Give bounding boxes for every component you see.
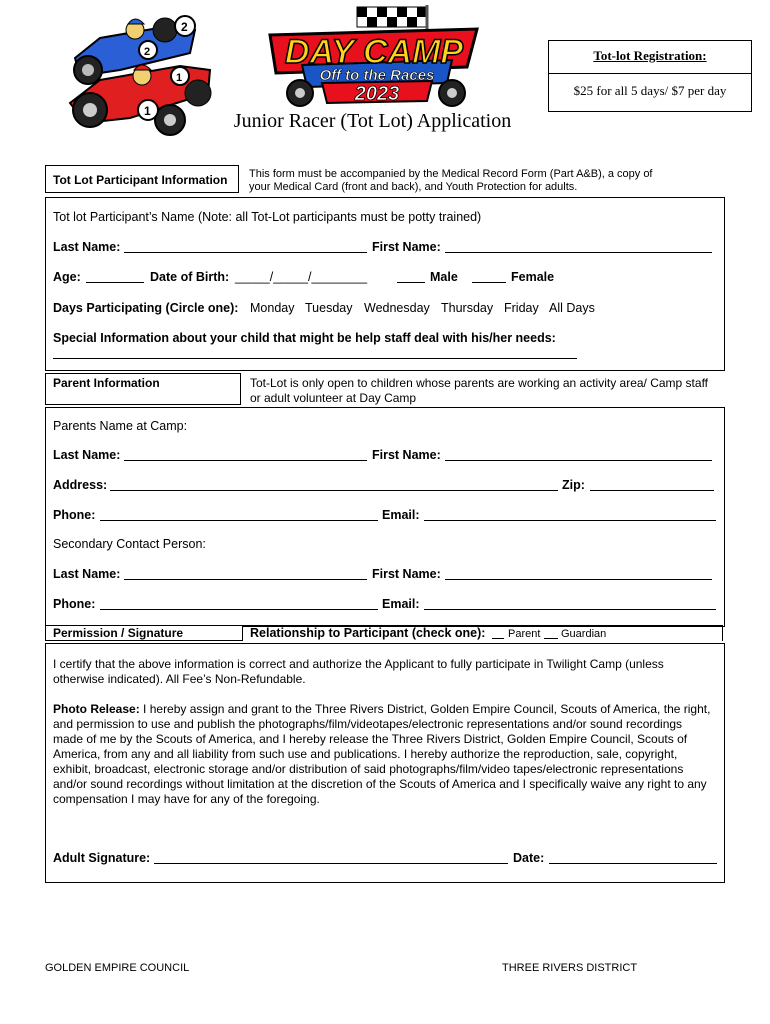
parent-last-name-label: Last Name: xyxy=(53,448,121,462)
logo-year-text: 2023 xyxy=(354,83,400,105)
registration-box xyxy=(548,40,752,112)
signature-date-line[interactable] xyxy=(549,863,717,864)
day-option-wednesday[interactable]: Wednesday xyxy=(364,301,430,315)
footer-left: GOLDEN EMPIRE COUNCIL xyxy=(45,962,190,974)
permission-section-header: Permission / Signature xyxy=(45,625,243,641)
day-option-monday[interactable]: Monday xyxy=(250,301,295,315)
secondary-last-name-label: Last Name: xyxy=(53,567,121,581)
address-line[interactable] xyxy=(110,490,558,491)
zip-label: Zip: xyxy=(562,478,585,492)
footer-right: THREE RIVERS DISTRICT xyxy=(502,962,638,974)
participant-last-name-line[interactable] xyxy=(124,252,367,253)
parent-section-note: Tot-Lot is only open to children whose parents are working an activity area/ Camp staff or adult volunteer at Day Camp xyxy=(250,376,709,405)
participant-first-name-line[interactable] xyxy=(445,252,712,253)
svg-text:1: 1 xyxy=(144,104,151,118)
registration-title: Tot-lot Registration: xyxy=(593,48,707,63)
secondary-email-label: Email: xyxy=(382,597,420,611)
svg-text:2: 2 xyxy=(144,46,151,58)
svg-text:1: 1 xyxy=(176,72,183,84)
signature-date-label: Date: xyxy=(513,851,545,865)
special-info-line[interactable] xyxy=(53,358,577,359)
secondary-phone-line[interactable] xyxy=(100,609,378,610)
participant-name-intro: Tot lot Participant’s Name (Note: all Tot-Lot participants must be potty trained) xyxy=(53,210,482,224)
parent-first-name-label: First Name: xyxy=(372,448,441,462)
day-option-tuesday[interactable]: Tuesday xyxy=(305,301,353,315)
address-label: Address: xyxy=(53,478,108,492)
guardian-option: Guardian xyxy=(561,628,607,640)
relationship-label: Relationship to Participant (check one): xyxy=(250,626,486,640)
photo-release-paragraph xyxy=(53,702,713,807)
participant-age-line[interactable] xyxy=(86,282,144,283)
guardian-check-line[interactable] xyxy=(544,638,558,639)
participant-section-header: Tot Lot Participant Information xyxy=(45,165,239,193)
secondary-phone-label: Phone: xyxy=(53,597,96,611)
participant-section-note: This form must be accompanied by the Medical Record Form (Part A&B), a copy of your Medical Card (front and back), and Youth Protection for adults. xyxy=(249,168,653,193)
svg-text:2: 2 xyxy=(181,20,188,34)
secondary-last-name-line[interactable] xyxy=(124,579,367,580)
day-option-friday[interactable]: Friday xyxy=(504,301,539,315)
day-option-all-days[interactable]: All Days xyxy=(549,301,595,315)
parent-section-header: Parent Information xyxy=(45,373,241,405)
male-check-line[interactable] xyxy=(397,282,425,283)
zip-line[interactable] xyxy=(590,490,714,491)
email-line[interactable] xyxy=(424,520,716,521)
parent-check-line[interactable] xyxy=(492,638,504,639)
phone-label: Phone: xyxy=(53,508,96,522)
registration-price: $25 for all 5 days/ $7 per day xyxy=(573,83,727,98)
adult-signature-line[interactable] xyxy=(154,863,508,864)
female-check-line[interactable] xyxy=(472,282,506,283)
phone-line[interactable] xyxy=(100,520,378,521)
parents-name-label: Parents Name at Camp: xyxy=(53,419,188,433)
special-info-label: Special Information about your child that might be help staff deal with his/her needs: xyxy=(53,331,556,345)
page-title: Junior Racer (Tot Lot) Application xyxy=(233,110,512,132)
photo-release-text: I hereby assign and grant to the Three Rivers District, Golden Empire Council, Scouts of America, the right, and permission to use and publish the photographs/film/videotapes/electronic representations and/or sound recordings made of me by the Scouts of America, and I hereby release the Three Rivers District, Golden Empire Council, Scouts of America, from any and all liability from such use and publications. I hereby authorize the reproduction, sale, copyright, exhibit, broadcast, electronic storage and/or distribution of said photographs/film/video tapes/electronic representations and/or sound recordings without limitation at the discretion of the Scouts of America and I specifically waive any right to any compensation I may have for any of the foregoing. xyxy=(53,702,711,806)
parent-option: Parent xyxy=(508,628,541,640)
day-camp-logo xyxy=(262,5,484,110)
secondary-email-line[interactable] xyxy=(424,609,716,610)
secondary-contact-label: Secondary Contact Person: xyxy=(53,537,206,551)
participant-age-label: Age: xyxy=(53,270,81,284)
male-label: Male xyxy=(430,270,458,284)
secondary-first-name-label: First Name: xyxy=(372,567,441,581)
parent-last-name-line[interactable] xyxy=(124,460,367,461)
adult-signature-label: Adult Signature: xyxy=(53,851,151,865)
parent-first-name-line[interactable] xyxy=(445,460,712,461)
photo-release-label: Photo Release: xyxy=(53,702,140,716)
participant-last-name-label: Last Name: xyxy=(53,240,121,254)
female-label: Female xyxy=(511,270,555,284)
participant-dob-blank[interactable]: _____/_____/________ xyxy=(235,270,368,284)
participant-first-name-label: First Name: xyxy=(372,240,441,254)
certify-text: I certify that the above information is correct and authorize the Applicant to fully participate in Twilight Camp (unless otherwise indicated). All Fee’s Non-Refundable. xyxy=(53,657,664,686)
logo-main-text: DAY CAMP xyxy=(284,33,464,71)
email-label: Email: xyxy=(382,508,420,522)
logo-sub-text: Off to the Races xyxy=(319,67,435,84)
participant-dob-label: Date of Birth: xyxy=(150,270,230,284)
day-option-thursday[interactable]: Thursday xyxy=(441,301,494,315)
days-label: Days Participating (Circle one): xyxy=(53,301,239,315)
secondary-first-name-line[interactable] xyxy=(445,579,712,580)
